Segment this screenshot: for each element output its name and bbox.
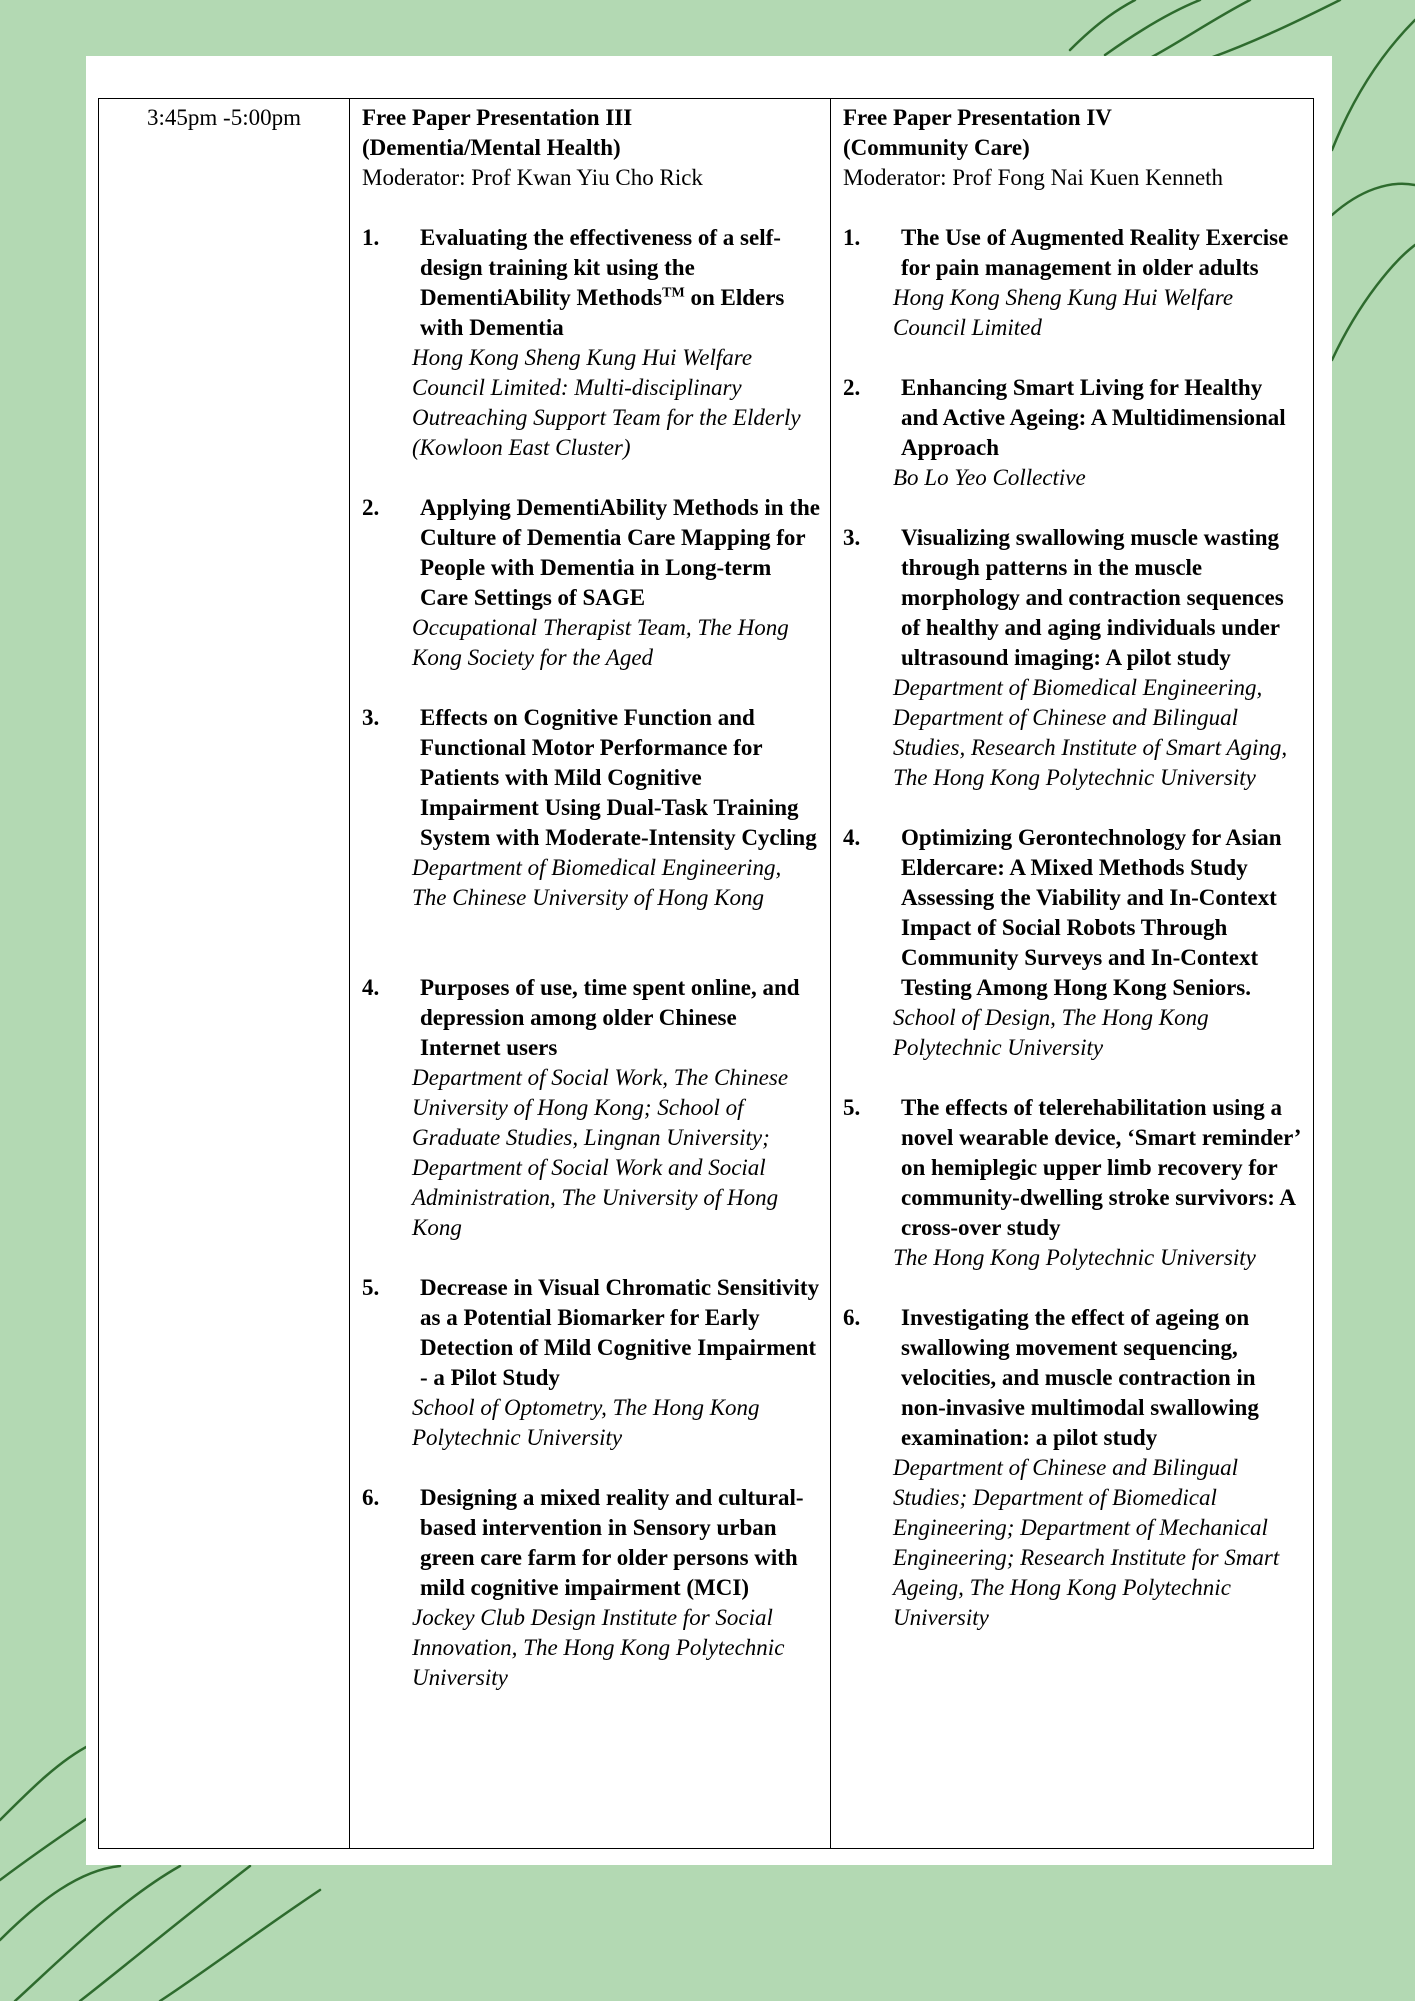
paper-number: 6. <box>362 1485 380 1510</box>
paper-item <box>362 493 820 673</box>
paper-number: 2. <box>362 495 380 520</box>
paper-item <box>362 1483 820 1693</box>
paper-item <box>843 523 1303 793</box>
paper-item <box>362 223 820 463</box>
paper-number: 5. <box>362 1275 380 1300</box>
paper-affiliation: Department of Chinese and Bilingual Studies; Department of Biomedical Engineering; Department of Mechanical Engineering; Research Institute for Smart Ageing, The Hong Kong Polytechnic University <box>893 1455 1280 1630</box>
paper-title: Effects on Cognitive Function and Functional Motor Performance for Patients with Mild Cognitive Impairment Using Dual-Task Training System with Moderate-Intensity Cycling <box>420 705 817 850</box>
paper-number: 4. <box>843 825 861 850</box>
session-free-paper-iv <box>830 99 1313 1848</box>
paper-number: 6. <box>843 1305 861 1330</box>
paper-title: Optimizing Gerontechnology for Asian Eldercare: A Mixed Methods Study Assessing the Viability and In-Context Impact of Social Robots Through Community Surveys and In-Context Testing Among Hong Kong Seniors. <box>901 825 1282 1000</box>
paper-number: 1. <box>362 225 380 250</box>
paper-affiliation: The Hong Kong Polytechnic University <box>893 1245 1256 1270</box>
paper-item <box>843 1303 1303 1633</box>
paper-number: 3. <box>843 525 861 550</box>
paper-title: Enhancing Smart Living for Healthy and Active Ageing: A Multidimensional Approach <box>901 375 1286 460</box>
paper-item <box>843 1093 1303 1273</box>
paper-item <box>362 1273 820 1453</box>
paper-item <box>362 703 820 913</box>
paper-affiliation: Hong Kong Sheng Kung Hui Welfare Council Limited: Multi-disciplinary Outreaching Support Team for the Elderly (Kowloon East Cluster) <box>412 345 801 460</box>
paper-affiliation: Department of Biomedical Engineering, Department of Chinese and Bilingual Studies, Research Institute of Smart Aging, The Hong Kong Polytechnic University <box>893 675 1288 790</box>
trademark-superscript: TM <box>662 285 685 301</box>
paper-item <box>843 223 1303 343</box>
paper-item <box>362 973 820 1243</box>
paper-number: 4. <box>362 975 380 1000</box>
paper-item <box>843 823 1303 1063</box>
paper-affiliation: School of Optometry, The Hong Kong Polytechnic University <box>412 1395 760 1450</box>
session-moderator: Moderator: Prof Kwan Yiu Cho Rick <box>362 165 703 190</box>
paper-title: Evaluating the effectiveness of a self-design training kit using the DementiAbility Methods™ on Elders with Dementia <box>420 225 785 340</box>
paper-title: The effects of telerehabilitation using a novel wearable device, ‘Smart reminder’ on hemiplegic upper limb recovery for community-dwelling stroke survivors: A cross-over study <box>901 1095 1300 1240</box>
paper-affiliation: Hong Kong Sheng Kung Hui Welfare Council Limited <box>893 285 1234 340</box>
paper-affiliation: Jockey Club Design Institute for Social Innovation, The Hong Kong Polytechnic University <box>412 1605 785 1690</box>
paper-title: Decrease in Visual Chromatic Sensitivity as a Potential Biomarker for Early Detection of Mild Cognitive Impairment - a Pilot Study <box>420 1275 820 1390</box>
paper-number: 5. <box>843 1095 861 1120</box>
program-table <box>98 98 1314 1849</box>
session-moderator: Moderator: Prof Fong Nai Kuen Kenneth <box>843 165 1224 190</box>
paper-number: 1. <box>843 225 861 250</box>
time-column <box>99 99 349 1848</box>
session-title: Free Paper Presentation IV <box>843 105 1112 130</box>
paper-title: Purposes of use, time spent online, and depression among older Chinese Internet users <box>420 975 800 1060</box>
paper-number: 3. <box>362 705 380 730</box>
paper-affiliation: School of Design, The Hong Kong Polytechnic University <box>893 1005 1209 1060</box>
paper-title: The Use of Augmented Reality Exercise for pain management in older adults <box>901 225 1289 280</box>
session-subtitle: (Dementia/Mental Health) <box>362 135 621 160</box>
paper-affiliation: Bo Lo Yeo Collective <box>893 465 1086 490</box>
paper-item <box>843 373 1303 493</box>
paper-number: 2. <box>843 375 861 400</box>
paper-affiliation: Occupational Therapist Team, The Hong Kong Society for the Aged <box>412 615 789 670</box>
session-title: Free Paper Presentation III <box>362 105 633 130</box>
paper-title: Designing a mixed reality and cultural-based intervention in Sensory urban green care farm for older persons with mild cognitive impairment (MCI) <box>420 1485 804 1600</box>
paper-title: Applying DementiAbility Methods in the Culture of Dementia Care Mapping for People with Dementia in Long-term Care Settings of SAGE <box>420 495 820 610</box>
session-free-paper-iii <box>349 99 830 1848</box>
paper-title: Investigating the effect of ageing on swallowing movement sequencing, velocities, and muscle contraction in non-invasive multimodal swallowing examination: a pilot study <box>901 1305 1259 1450</box>
paper-title: Visualizing swallowing muscle wasting through patterns in the muscle morphology and contraction sequences of healthy and aging individuals under ultrasound imaging: A pilot study <box>901 525 1284 670</box>
session-subtitle: (Community Care) <box>843 135 1030 160</box>
paper-affiliation: Department of Biomedical Engineering, The Chinese University of Hong Kong <box>412 855 782 910</box>
paper-affiliation: Department of Social Work, The Chinese University of Hong Kong; School of Graduate Studies, Lingnan University; Department of Social Work and Social Administration, The University of Hong Kong <box>412 1065 789 1240</box>
time-slot: 3:45pm -5:00pm <box>147 105 301 130</box>
